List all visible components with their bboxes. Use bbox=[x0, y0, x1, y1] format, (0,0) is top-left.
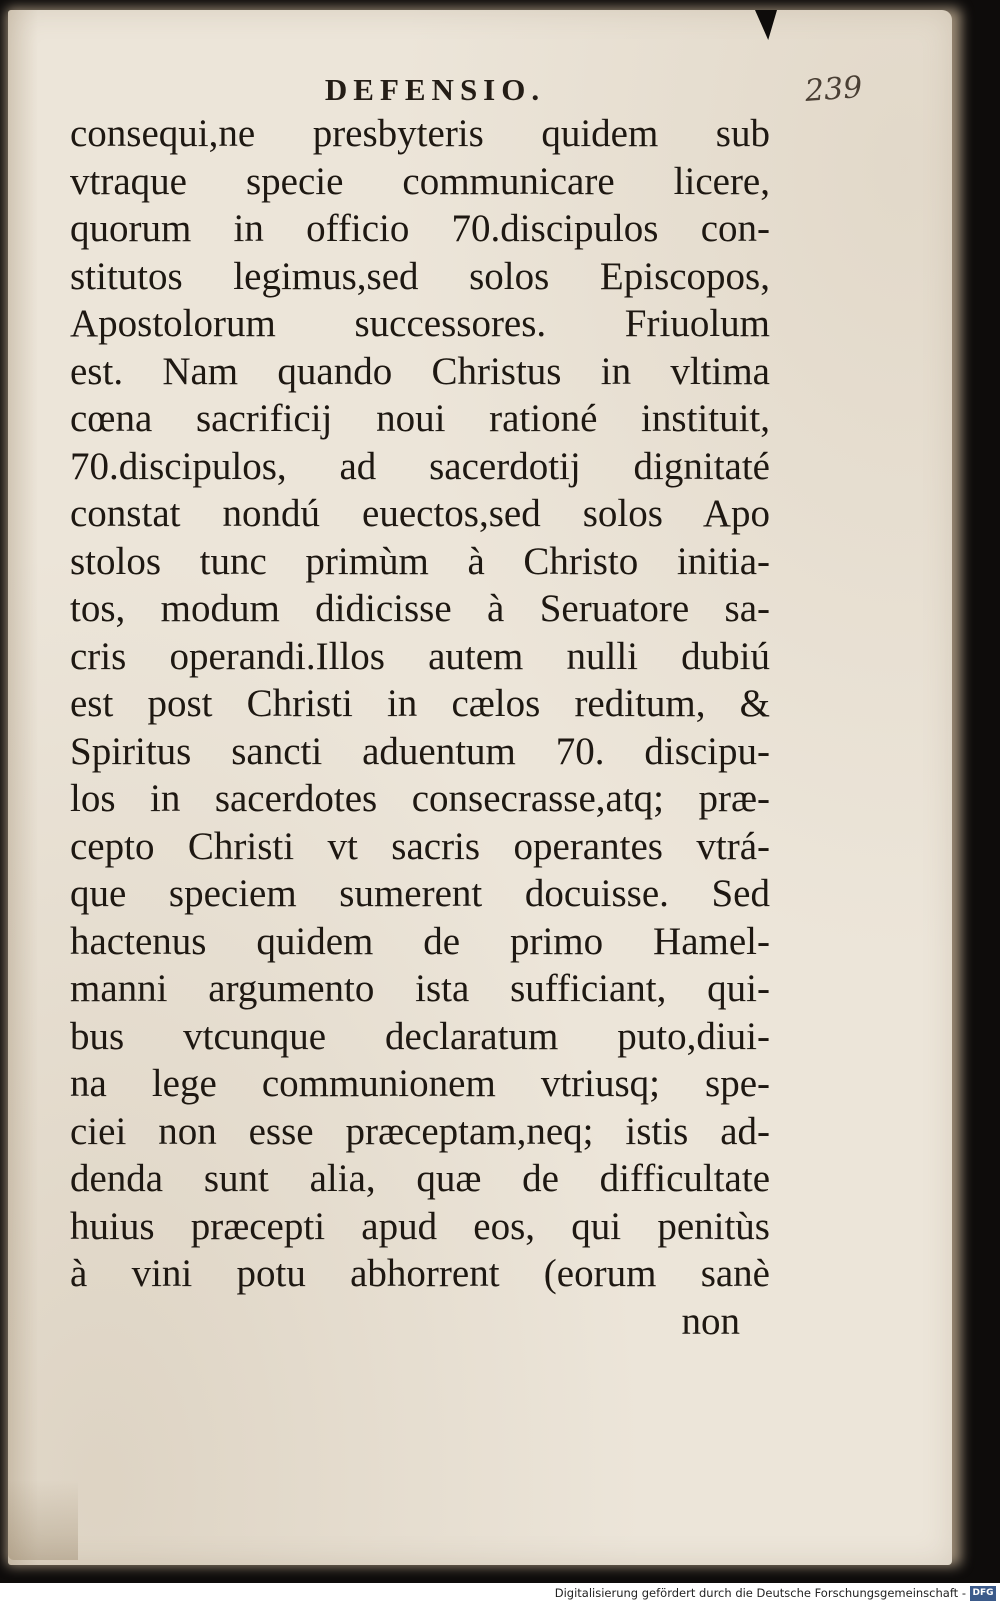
folio-number: 239 bbox=[803, 70, 864, 109]
text-line: que speciem sumerent docuisse. Sed bbox=[70, 872, 770, 915]
text-line: Spiritus sancti aduentum 70. discipu- bbox=[70, 729, 770, 773]
catchword: non bbox=[681, 1299, 740, 1343]
text-line: à vini potu abhorrent (eorum sanè bbox=[70, 1252, 770, 1295]
text-line: est. Nam quando Christus in vltima bbox=[70, 349, 770, 393]
text-line: stitutos legimus,sed solos Episcopos, bbox=[70, 254, 770, 298]
text-line: hactenus quidem de primo Hamel- bbox=[70, 919, 770, 963]
funding-credit: Digitalisierung gefördert durch die Deutsche Forschungsgemeinschaft - bbox=[554, 1586, 966, 1600]
text-line: stolos tunc primùm à Christo initia- bbox=[70, 539, 770, 583]
text-block bbox=[70, 110, 770, 1345]
text-line: cepto Christi vt sacris operantes vtrá- bbox=[70, 824, 770, 868]
text-line: cris operandi.Illos autem nulli dubiú bbox=[70, 634, 770, 678]
text-line: cœna sacrificij noui rationé instituit, bbox=[70, 397, 770, 440]
text-line: consequi,ne presbyteris quidem sub bbox=[70, 112, 770, 155]
text-line: constat nondú euectos,sed solos Apo bbox=[70, 492, 770, 535]
text-line: na lege communionem vtriusq; spe- bbox=[70, 1062, 770, 1105]
text-line: ciei non esse præceptam,neq; istis ad- bbox=[70, 1109, 770, 1153]
running-head: DEFENSIO. bbox=[324, 72, 546, 107]
footer-bar bbox=[0, 1583, 1000, 1605]
text-line: huius præcepti apud eos, qui penitùs bbox=[70, 1204, 770, 1248]
text-line: vtraque specie communicare licere, bbox=[70, 159, 770, 203]
text-line: denda sunt alia, quæ de difficultate bbox=[70, 1157, 770, 1200]
text-line: Apostolorum successores. Friuolum bbox=[70, 302, 770, 345]
page-corner-stain bbox=[8, 1480, 78, 1560]
text-line: quorum in officio 70.discipulos con- bbox=[70, 207, 770, 250]
dfg-logo-icon: DFG bbox=[970, 1586, 996, 1601]
text-line: manni argumento ista sufficiant, qui- bbox=[70, 967, 770, 1010]
text-line: est post Christi in cælos reditum, & bbox=[70, 682, 770, 725]
text-line: bus vtcunque declaratum puto,diui- bbox=[70, 1014, 770, 1058]
text-line: 70.discipulos, ad sacerdotij dignitaté bbox=[70, 444, 770, 488]
text-line: tos, modum didicisse à Seruatore sa- bbox=[70, 587, 770, 630]
text-line: los in sacerdotes consecrasse,atq; præ- bbox=[70, 777, 770, 820]
